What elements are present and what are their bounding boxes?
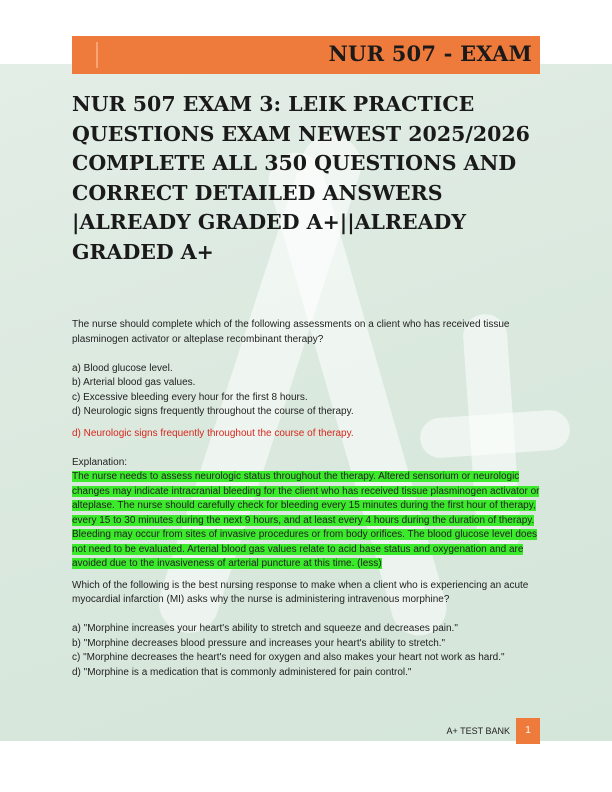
- question-2-option-c: c) "Morphine decreases the heart's need for oxygen and also makes your heart not work as hard.": [72, 652, 505, 663]
- header-title: NUR 507 - EXAM: [328, 41, 532, 66]
- footer: [446, 718, 540, 744]
- header-notch: [96, 42, 98, 68]
- header-bar: [72, 36, 540, 74]
- footer-label: A+ TEST BANK: [446, 726, 510, 736]
- explanation-label: Explanation:: [72, 456, 128, 468]
- question-2-option-b: b) "Morphine decreases blood pressure and increases your heart's ability to stretch.": [72, 637, 446, 649]
- question-2-stem: Which of the following is the best nursing response to make when a client who is experiencing an acute myocardial infarction (MI) asks why the nurse is administering intravenous morphine?: [72, 579, 529, 605]
- question-1-stem: The nurse should complete which of the following assessments on a client who has received tissue plasminogen activator or alteplase recombinant therapy?: [72, 319, 510, 345]
- question-2-option-a: a) "Morphine increases your heart's ability to stretch and squeeze and decreases pain.": [72, 623, 458, 634]
- question-content: [72, 318, 540, 680]
- question-1-answer: d) Neurologic signs frequently throughout the course of therapy.: [72, 427, 354, 439]
- question-1-option-a: a) Blood glucose level.: [72, 362, 173, 374]
- explanation-text: [72, 470, 540, 572]
- question-1-option-d: d) Neurologic signs frequently throughout the course of therapy.: [72, 406, 354, 417]
- question-1-option-b: b) Arterial blood gas values.: [72, 377, 196, 388]
- question-1-option-c: c) Excessive bleeding every hour for the first 8 hours.: [72, 391, 308, 403]
- question-2-option-d: d) "Morphine is a medication that is commonly administered for pain control.": [72, 666, 412, 678]
- explanation-highlight: The nurse needs to assess neurologic status throughout the therapy. Altered sensorium or neurologic changes may indicate intracranial bleeding for the client who has received tissue plasminogen activator or alteplase. The nurse should carefully check for bleeding every 15 minutes during the first hour of therapy, every 15 to 30 minutes during the next 9 hours, and at least every 4 hours during the duration of therapy. Bleeding may occur from sites of invasive procedures or from body orifices. The blood glucose level does not need to be evaluated. Arterial blood gas values relate to acid base status and oxygenation and are avoided due to the invasiveness of arterial puncture at this time. (less): [72, 471, 540, 569]
- document-title: NUR 507 EXAM 3: LEIK PRACTICE QUESTIONS EXAM NEWEST 2025/2026 COMPLETE ALL 350 QUESTIONS AND CORRECT DETAILED ANSWERS |ALREADY GRADED A+||ALREADY GRADED A+: [72, 92, 530, 264]
- page-number: 1: [516, 718, 540, 744]
